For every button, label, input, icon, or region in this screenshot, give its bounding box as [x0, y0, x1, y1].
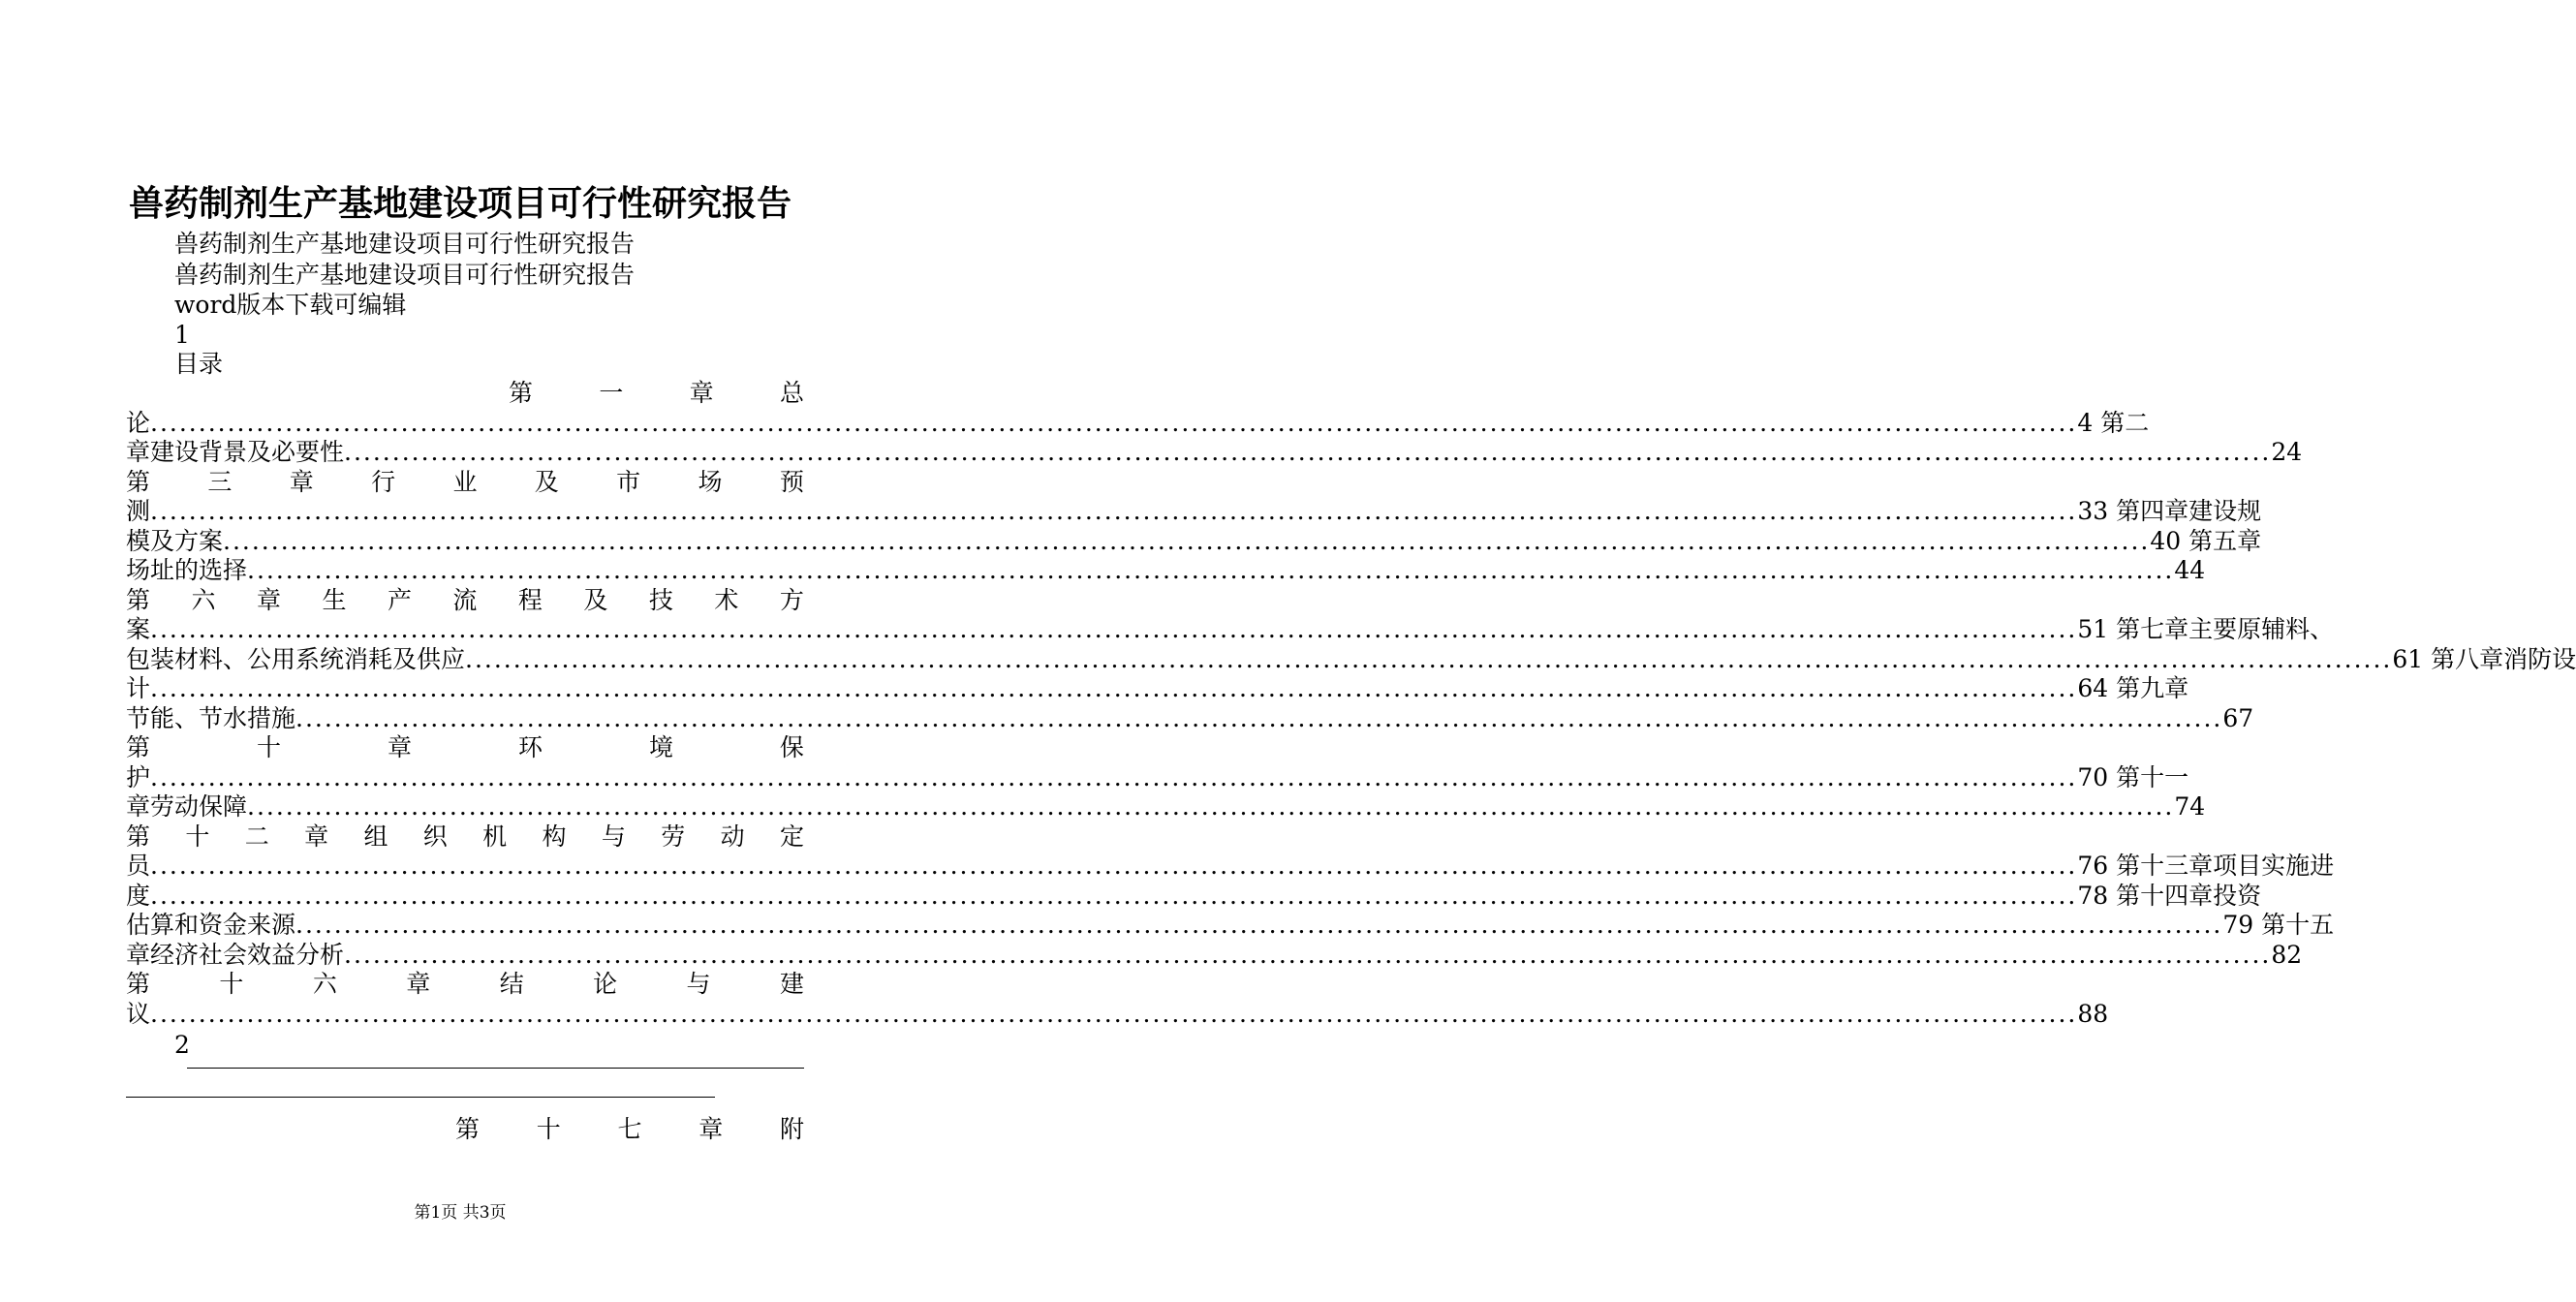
toc-char: 附: [779, 1115, 804, 1143]
document-title: 兽药制剂生产基地建设项目可行性研究报告: [128, 183, 791, 224]
toc-dot-leader: ........................................................................................................................................................................................................: [150, 882, 2078, 910]
toc-dot-leader: ........................................................................................................................................................................................................: [150, 615, 2078, 643]
toc-entry-label: 模及方案: [126, 527, 224, 555]
toc-dot-leader: ........................................................................................................................................................................................................: [150, 497, 2078, 525]
toc-char: 劳: [661, 822, 686, 851]
toc-dot-leader: ........................................................................................................................................................................................................: [150, 852, 2078, 880]
toc-char: 术: [714, 586, 739, 614]
toc-char: 结: [499, 970, 524, 998]
toc-char: 第: [126, 970, 151, 998]
toc-char: 预: [779, 468, 804, 496]
toc-line: [126, 732, 804, 763]
toc-entry-page: 88: [2077, 1000, 2109, 1028]
toc-line: [126, 910, 2335, 941]
toc-char: 章: [689, 379, 714, 407]
toc-char: 保: [779, 733, 804, 761]
toc-char: 十: [185, 822, 210, 851]
toc-line: [126, 703, 2254, 734]
toc-char: 业: [452, 468, 478, 496]
toc-line: [126, 467, 804, 498]
toc-entry-page: 61 第八章消防设: [2392, 645, 2576, 673]
separator-line-2: [126, 1097, 715, 1098]
toc-dot-leader: ........................................................................................................................................................................................................: [344, 438, 2272, 466]
toc-char: 七: [617, 1115, 642, 1143]
toc-line: [126, 762, 2189, 793]
toc-entry-page: 40 第五章: [2150, 527, 2262, 555]
toc-entry-label: 案: [126, 615, 151, 643]
toc-entry-page: 79 第十五: [2222, 911, 2335, 939]
toc-dot-leader: ........................................................................................................................................................................................................: [344, 941, 2272, 969]
intro-line-3: word版本下载可编辑: [174, 291, 407, 319]
page-footer: 第1页 共3页: [414, 1203, 507, 1223]
toc-char: 程: [517, 586, 543, 614]
toc-entry-page: 82: [2271, 941, 2303, 969]
toc-entry-page: 24: [2271, 438, 2303, 466]
toc-char: 第: [126, 586, 151, 614]
toc-char: 十: [256, 733, 281, 761]
toc-entry-page: 44: [2174, 556, 2206, 584]
toc-char: 环: [517, 733, 543, 761]
toc-dot-leader: ........................................................................................................................................................................................................: [150, 763, 2078, 791]
toc-entry-page: 70 第十一: [2077, 763, 2189, 791]
toc-line: [126, 644, 2576, 675]
toc-entry-page: 76 第十三章项目实施进: [2077, 852, 2335, 880]
toc-entry-label: 包装材料、公用系统消耗及供应: [126, 645, 466, 673]
toc-char: 六: [191, 586, 216, 614]
toc-dot-leader: ........................................................................................................................................................................................................: [465, 645, 2393, 673]
toc-char: 章: [289, 468, 314, 496]
toc-entry-page: 4 第二: [2077, 409, 2150, 437]
toc-entry-page: 33 第四章建设规: [2077, 497, 2262, 525]
toc-char: 章: [698, 1115, 724, 1143]
toc-line: [126, 614, 2335, 645]
toc-char: 定: [779, 822, 804, 851]
toc-char: 境: [648, 733, 673, 761]
toc-dot-leader: ........................................................................................................................................................................................................: [295, 911, 2223, 939]
toc-char: 第: [126, 822, 151, 851]
toc-entry-label: 章建设背景及必要性: [126, 438, 345, 466]
toc-char: 章: [406, 970, 431, 998]
toc-entry-label: 度: [126, 882, 151, 910]
toc-char: 三: [207, 468, 233, 496]
toc-line: [126, 969, 804, 1000]
toc-line: [126, 496, 2262, 527]
toc-entry-label: 论: [126, 409, 151, 437]
toc-char: 章: [304, 822, 329, 851]
toc-char: 组: [363, 822, 388, 851]
toc-char: 机: [482, 822, 508, 851]
toc-char: 第: [509, 379, 534, 407]
toc-char: 二: [244, 822, 269, 851]
toc-entry-page: 74: [2174, 792, 2206, 821]
toc-line: [509, 378, 804, 409]
toc-entry-label: 场址的选择: [126, 556, 248, 584]
toc-char: 章: [256, 586, 281, 614]
toc-char: 第: [126, 733, 151, 761]
toc-line: [126, 585, 804, 616]
toc-dot-leader: ........................................................................................................................................................................................................: [223, 527, 2151, 555]
toc-dot-leader: ........................................................................................................................................................................................................: [150, 674, 2078, 702]
toc-char: 论: [593, 970, 618, 998]
toc-char: 生: [322, 586, 347, 614]
separator-line-1: [187, 1068, 804, 1069]
toc-char: 章: [387, 733, 412, 761]
toc-entry-label: 员: [126, 852, 151, 880]
toc-line: [126, 408, 2150, 439]
toc-line: [126, 999, 2109, 1030]
toc-char: 织: [422, 822, 448, 851]
toc-entry-label: 计: [126, 674, 151, 702]
toc-dot-leader: ........................................................................................................................................................................................................: [295, 704, 2223, 732]
toc-char: 与: [601, 822, 626, 851]
toc-char: 动: [720, 822, 745, 851]
toc-char: 一: [599, 379, 624, 407]
toc-entry-label: 估算和资金来源: [126, 911, 296, 939]
toc-char: 及: [583, 586, 608, 614]
toc-char: 与: [686, 970, 711, 998]
toc-entry-label: 护: [126, 763, 151, 791]
toc-char: 十: [219, 970, 244, 998]
toc-entry-page: 67: [2222, 704, 2254, 732]
toc-line: [126, 673, 2189, 704]
intro-line-1: 兽药制剂生产基地建设项目可行性研究报告: [174, 230, 636, 258]
toc-line: [126, 437, 2303, 468]
toc-line: [126, 851, 2335, 882]
toc-char: 市: [616, 468, 641, 496]
toc-char: 第: [455, 1115, 481, 1143]
toc-char: 建: [779, 970, 804, 998]
toc-line: [126, 791, 2206, 822]
toc-char: 场: [698, 468, 723, 496]
toc-line: [126, 940, 2303, 971]
page-marker-1: 1: [174, 321, 190, 349]
toc-char: 流: [452, 586, 478, 614]
toc-entry-label: 章经济社会效益分析: [126, 941, 345, 969]
toc-entry-page: 64 第九章: [2077, 674, 2189, 702]
toc-dot-leader: ........................................................................................................................................................................................................: [247, 792, 2175, 821]
toc-char: 及: [534, 468, 559, 496]
toc-entry-label: 章劳动保障: [126, 792, 248, 821]
toc-line: [126, 822, 804, 852]
toc-char: 行: [371, 468, 396, 496]
toc-entry-label: 议: [126, 1000, 151, 1028]
toc-char: 方: [779, 586, 804, 614]
toc-dot-leader: ........................................................................................................................................................................................................: [247, 556, 2175, 584]
toc-line: [126, 881, 2262, 912]
toc-heading: 目录: [174, 350, 224, 378]
toc-entry-label: 节能、节水措施: [126, 704, 296, 732]
toc-line: [126, 526, 2262, 557]
toc-char: 十: [536, 1115, 561, 1143]
toc-line-chapter-17: [455, 1114, 804, 1145]
toc-entry-page: 78 第十四章投资: [2077, 882, 2262, 910]
intro-line-2: 兽药制剂生产基地建设项目可行性研究报告: [174, 261, 636, 289]
toc-char: 技: [648, 586, 673, 614]
toc-entry-label: 测: [126, 497, 151, 525]
toc-char: 六: [312, 970, 337, 998]
toc-char: 构: [542, 822, 567, 851]
toc-char: 第: [126, 468, 151, 496]
toc-line: [126, 555, 2206, 586]
toc-dot-leader: ........................................................................................................................................................................................................: [150, 1000, 2078, 1028]
toc-char: 总: [779, 379, 804, 407]
toc-entry-page: 51 第七章主要原辅料、: [2077, 615, 2335, 643]
toc-dot-leader: ........................................................................................................................................................................................................: [150, 409, 2078, 437]
page-marker-2: 2: [174, 1031, 190, 1059]
toc-char: 产: [387, 586, 412, 614]
